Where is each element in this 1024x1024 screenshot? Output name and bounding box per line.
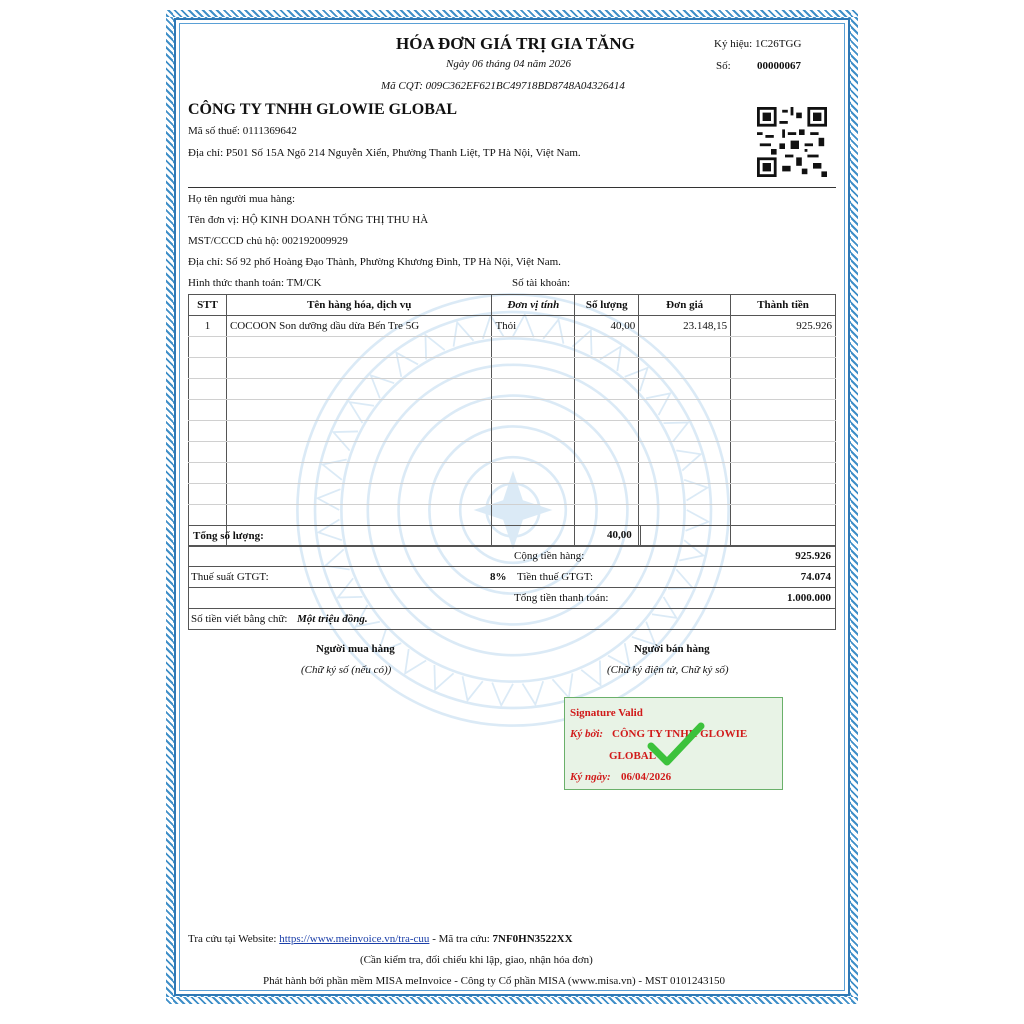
table-header-row [189,295,836,316]
lookup-code-label: - Mã tra cứu: [432,933,490,945]
items-table [188,294,836,547]
signed-by-label: Ký bởi: [570,728,604,740]
table-row [189,316,836,337]
col-header-stt: STT [189,295,227,316]
bank-account: Số tài khoản: [512,277,571,289]
col-header-amount: Thành tiền [731,295,836,316]
cell-stt: 1 [189,316,227,337]
col-header-unit: Đơn vị tính [492,295,575,316]
invoice-title: HÓA ĐƠN GIÁ TRỊ GIA TĂNG [396,34,635,53]
buyer-signature-note: (Chữ ký số (nếu có)) [301,664,392,676]
cell-amount: 925.926 [731,316,836,337]
invoice-date: Ngày 06 tháng 04 năm 2026 [446,58,571,70]
table-row-empty [189,505,836,526]
subtotal-value: 925.926 [795,550,831,562]
table-row-empty [189,442,836,463]
divider [188,187,836,188]
seller-signature-note: (Chữ ký điện tử, Chữ ký số) [607,664,729,676]
col-header-price: Đơn giá [639,295,731,316]
table-row-empty [189,484,836,505]
table-row-empty [189,400,836,421]
payment-method: Hình thức thanh toán: TM/CK [188,277,322,289]
signed-date-value: 06/04/2026 [621,771,672,783]
buyer-signature-title: Người mua hàng [316,643,395,655]
signed-by-value: CÔNG TY TNHH GLOWIE [612,728,748,740]
buyer-name-label: Họ tên người mua hàng: [188,193,296,205]
footer-issuer: Phát hành bởi phần mềm MISA meInvoice - Công ty Cổ phần MISA (www.misa.vn) - MST 0101243150 [263,975,725,987]
digital-signature-box[interactable] [564,697,783,790]
table-row-empty [189,421,836,442]
cell-qty: 40,00 [575,316,639,337]
seller-name: CÔNG TY TNHH GLOWIE GLOBAL [188,101,458,118]
lookup-code: 7NF0HN3522XX [492,933,573,945]
signed-by-value-2: GLOBAL [609,750,657,762]
grand-total-row [188,588,836,609]
seller-address: Địa chỉ: P501 Số 15A Ngõ 214 Nguyễn Xiển, Phường Thanh Liệt, TP Hà Nội, Việt Nam. [188,147,581,159]
cqt-code: Mã CQT: 009C362EF621BC49718BD8748A04326414 [381,80,625,92]
cell-name: COCOON Son dưỡng dầu dừa Bến Tre 5G [226,316,491,337]
grand-total-label: Tổng tiền thanh toán: [514,592,609,604]
lookup-prefix: Tra cứu tại Website: [188,933,277,945]
vat-amount-label: Tiền thuế GTGT: [517,571,594,583]
qr-code-icon [757,107,827,177]
lookup-line [188,933,573,945]
seller-signature-title: Người bán hàng [634,643,710,655]
table-row-empty [189,463,836,484]
amount-in-words: Một triệu đồng. [297,613,368,625]
vat-rate-label: Thuế suất GTGT: [191,571,269,583]
table-row-empty [189,337,836,358]
seller-tax-code: Mã số thuế: 0111369642 [188,125,297,137]
vat-row [188,567,836,588]
buyer-unit: Tên đơn vị: HỘ KINH DOANH TỐNG THỊ THU HÀ [188,214,429,226]
amount-in-words-label: Số tiền viết bằng chữ: [191,613,288,625]
buyer-address: Địa chỉ: Số 92 phố Hoàng Đạo Thành, Phường Khương Đình, TP Hà Nội, Việt Nam. [188,256,561,268]
total-quantity-value: 40,00 [607,529,632,541]
vat-amount: 74.074 [800,571,831,583]
total-quantity-row [188,525,836,546]
grand-total-value: 1.000.000 [787,592,831,604]
subtotal-label: Cộng tiền hàng: [514,550,585,562]
footer-note: (Cần kiểm tra, đối chiếu khi lập, giao, nhận hóa đơn) [360,954,593,966]
subtotal-row [188,546,836,567]
amount-in-words-row [188,609,836,630]
invoice-number: 00000067 [757,60,801,72]
signature-valid-label: Signature Valid [570,707,643,719]
buyer-tax-id: MST/CCCD chủ hộ: 002192009929 [188,235,348,247]
col-header-qty: Số lượng [575,295,639,316]
col-header-name: Tên hàng hóa, dịch vụ [226,295,491,316]
invoice-symbol: Ký hiệu: 1C26TGG [714,38,802,50]
lookup-link[interactable]: https://www.meinvoice.vn/tra-cuu [279,933,430,945]
table-row-empty [189,358,836,379]
checkmark-icon [647,720,705,768]
cell-price: 23.148,15 [639,316,731,337]
invoice-number-label: Số: [716,60,731,72]
total-quantity-label: Tổng số lượng: [193,530,264,542]
signed-date-label: Ký ngày: [570,771,611,783]
table-row-empty [189,379,836,400]
cell-unit: Thỏi [492,316,575,337]
vat-rate: 8% [490,571,507,583]
